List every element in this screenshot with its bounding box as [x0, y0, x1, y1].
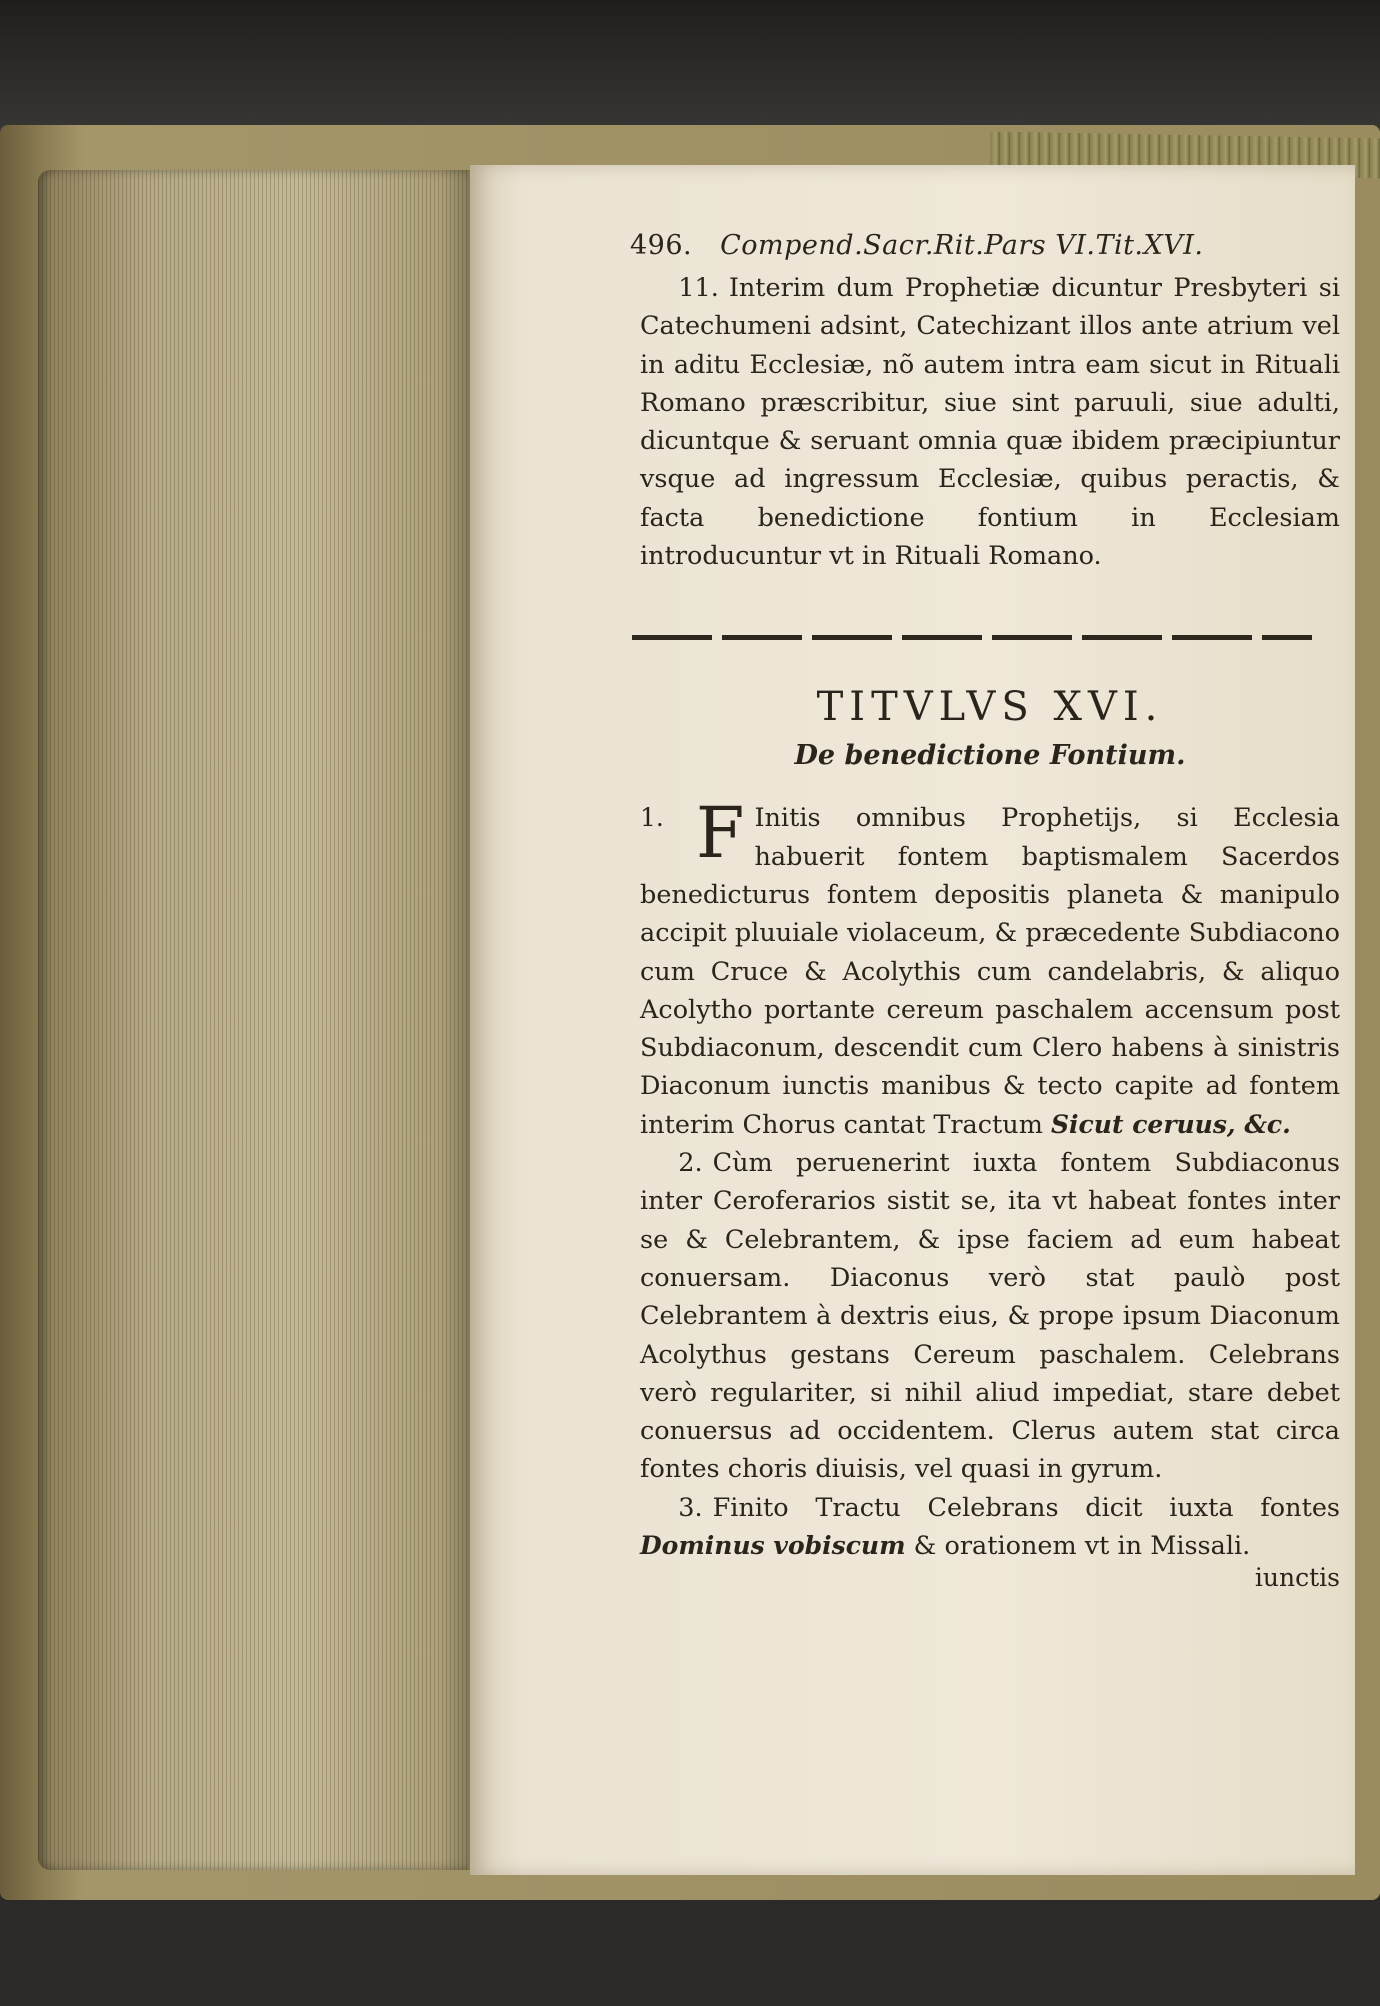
paragraph-text: Initis omnibus Prophetijs, si Ecclesia habuerit fontem baptismalem Sacerdos benedicturus fontem depositis planeta & manipulo accipit pluuiale violaceum, & præcedente Subdiacono cum Cruce & Acolythis cum candelabris, & aliquo Acolytho portante cereum paschalem accensum post Subdiaconum, descendit cum Clero habens à sinistris Diaconum iunctis manibus & tecto capite ad fontem interim Chorus cantat Tractum	[640, 803, 1340, 1140]
paragraph-number: 2.	[678, 1148, 703, 1179]
drop-cap-initial: F	[695, 792, 745, 875]
paragraph-tail: & orationem vt in Missali.	[913, 1531, 1251, 1562]
dominus-vobiscum: Dominus vobiscum	[640, 1531, 906, 1561]
paragraph-2	[640, 1144, 1340, 1489]
paragraph-number: 3.	[678, 1492, 703, 1523]
page-content	[630, 230, 1340, 1593]
paragraph-3	[640, 1489, 1340, 1566]
paragraph-text: Finito Tractu Celebrans dicit iuxta fontes	[712, 1492, 1340, 1523]
paragraph-text: Interim dum Prophetiæ dicuntur Presbyteri si Catechumeni adsint, Catechizant illos ante atrium vel in aditu Ecclesiæ, nõ autem intra eam sicut in Rituali Romano præscribitur, siue sint paruuli, siue adulti, dicuntque & seruant omnia quæ ibidem præcipiuntur vsque ad ingressum Ecclesiæ, quibus peractis, & facta benedictione fontium in Ecclesiam introducuntur vt in Rituali Romano.	[640, 273, 1340, 572]
section-subtitle: De benedictione Fontium.	[794, 740, 1186, 772]
catchword: iunctis	[1254, 1563, 1340, 1593]
section-title: TITVLVS XVI.	[816, 684, 1164, 731]
tract-incipit: Sicut ceruus, &c.	[1051, 1109, 1291, 1139]
page-block-edges	[38, 170, 468, 1870]
section-divider	[632, 635, 1312, 640]
page-number: 496.	[630, 230, 693, 261]
paragraph-11	[640, 269, 1340, 575]
running-title: Compend.Sacr.Rit.Pars VI.Tit.XVI.	[720, 230, 1204, 261]
scanner-background	[0, 0, 1380, 140]
paragraph-number: 1.	[640, 803, 664, 833]
paragraph-1	[640, 792, 1340, 1144]
paragraph-number: 11.	[678, 273, 719, 303]
running-head	[630, 230, 1340, 261]
paragraph-text: Cùm peruenerint iuxta fontem Subdiaconus inter Ceroferarios sistit se, ita vt habeat fontes inter se & Celebrantem, & ipse faciem ad eum habeat conuersam. Diaconus verò stat paulò post Celebrantem à dextris eius, & prope ipsum Diaconum Acolythus gestans Cereum paschalem. Celebrans verò regulariter, si nihil aliud impediat, stare debet conuersus ad occidentem. Clerus autem stat circa fontes choris diuisis, vel quasi in gyrum.	[640, 1148, 1340, 1485]
